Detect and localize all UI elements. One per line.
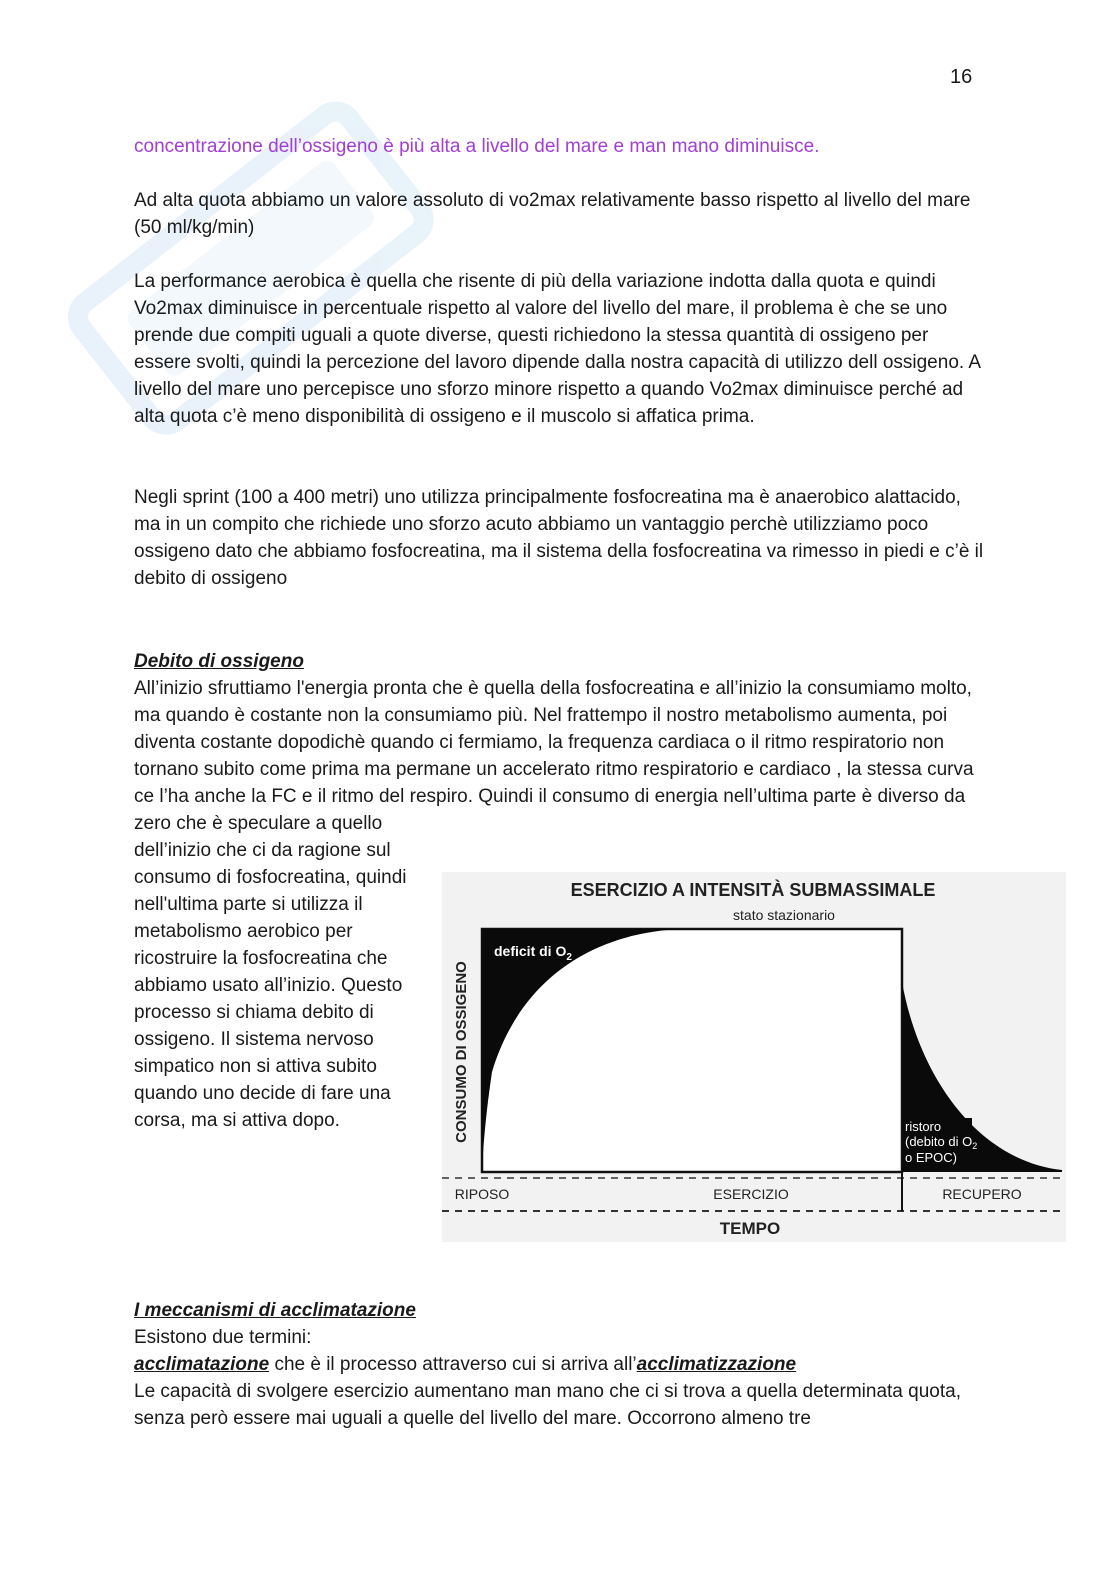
paragraph-debito-wide: All’inizio sfruttiamo l'energia pronta che è quella della fosfocreatina e all’inizio la consumiamo molto, ma quando è costante non la consumiamo più. Nel frattempo il nostro metabolismo aumenta, poi diventa costante dopodichè quando ci fermiamo, la frequenza cardiaca o il ritmo respiratorio non tornano subito come prima ma permane un accelerato ritmo respiratorio e cardiaco , la stessa curva ce l’ha anche la FC e il ritmo del respiro. Quindi il consumo di energia nell’ultima parte è diverso da zero che è speculare a quello — [134, 678, 974, 834]
oxygen-debt-diagram — [442, 872, 1066, 1242]
page-number: 16 — [950, 66, 973, 88]
phase-exercise-label: ESERCIZIO — [713, 1186, 789, 1202]
oxygen-debt-figure — [442, 872, 1066, 1242]
paragraph-two-terms: Esistono due termini: — [134, 1327, 312, 1348]
steady-state-label: stato stazionario — [733, 907, 835, 923]
term-acclimatazione: acclimatazione — [134, 1354, 270, 1375]
deficit-label: deficit di $O_2$ — [494, 943, 572, 963]
phase-recovery-label: RECUPERO — [942, 1186, 1022, 1202]
paragraph-exercise-capacity: Le capacità di svolgere esercizio aumentano man mano che ci si trova a quella determinata quota, senza però essere mai uguali a quelle del livello del mare. Occorrono almeno tre — [134, 1381, 961, 1429]
heading-debito-ossigeno: Debito di ossigeno — [134, 651, 304, 672]
figure-title: ESERCIZIO A INTENSITÀ SUBMASSIMALE — [570, 880, 936, 900]
paragraph-debito-narrow: dell’inizio che ci da ragione sul consumo di fosfocreatina, quindi nell'ultima parte si utilizza il metabolismo aerobico per ricostruire la fosfocreatina che abbiamo usato all’inizio. Questo processo si chiama debito di ossigeno. Il sistema nervoso simpatico non si attiva subito quando uno decide di fare una corsa, ma si attiva dopo. — [134, 840, 407, 1131]
paragraph-aerobic-performance: La performance aerobica è quella che risente di più della variazione indotta dalla quota e quindi Vo2max diminuisce in percentuale rispetto al valore del livello del mare, il problema è che se uno prende due compiti uguali a quote diverse, questi richiedono la stessa quantità di ossigeno per essere svolti, quindi la percezione del lavoro dipende dalla nostra capacità di utilizzo dell ossigeno. A livello del mare uno percepisce uno sforzo minore rispetto a quando Vo2max diminuisce perché ad alta quota c’è meno disponibilità di ossigeno e il muscolo si affatica prima. — [134, 271, 981, 427]
heading-acclimatazione: I meccanismi di acclimatazione — [134, 1300, 416, 1321]
paragraph-vo2max-altitude: Ad alta quota abbiamo un valore assoluto di vo2max relativamente basso rispetto al livello del mare (50 ml/kg/min) — [134, 190, 971, 238]
paragraph-terms-definition — [134, 1351, 984, 1378]
term-acclimatizzazione: acclimatizzazione — [636, 1354, 797, 1375]
phase-rest-label: RIPOSO — [454, 1186, 510, 1202]
paragraph-oxygen-concentration: concentrazione dell’ossigeno è più alta a livello del mare e man mano diminuisce. — [134, 136, 820, 157]
x-axis-label: TEMPO — [719, 1219, 781, 1238]
paragraph-sprint: Negli sprint (100 a 400 metri) uno utilizza principalmente fosfocreatina ma è anaerobico alattacido, ma in un compito che richiede uno sforzo acuto abbiamo un vantaggio perchè utilizziamo poco ossigeno dato che abbiamo fosfocreatina, ma il sistema della fosfocreatina va rimesso in piedi e c’è il debito di ossigeno — [134, 487, 984, 589]
y-axis-label: CONSUMO DI OSSIGENO — [453, 961, 470, 1143]
term-definition-connector: che è il processo attraverso cui si arriva all’ — [269, 1354, 637, 1375]
recovery-label: ristoro (debito di $O_2$ o EPOC) — [905, 1119, 978, 1165]
